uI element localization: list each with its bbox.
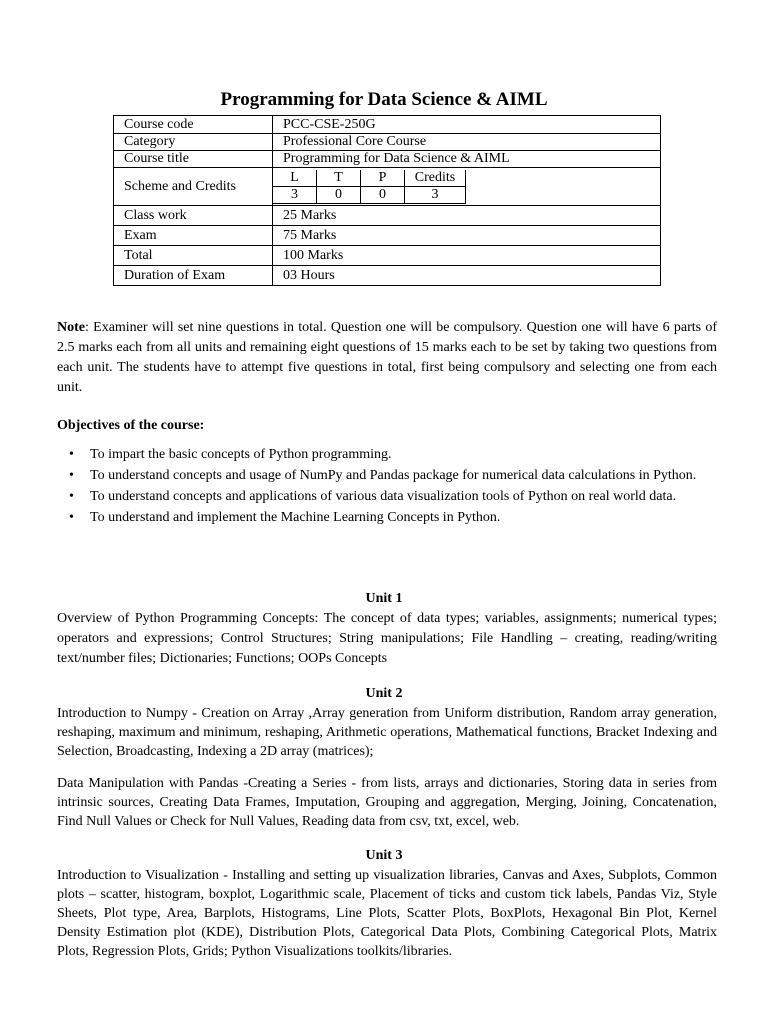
scheme-cell xyxy=(273,168,661,206)
objectives-title: Objectives of the course: xyxy=(57,418,205,433)
list-item xyxy=(57,487,717,507)
table-row xyxy=(114,168,661,206)
unit1-heading: Unit 1 xyxy=(365,591,403,606)
table-row xyxy=(114,151,661,168)
bullet-icon: • xyxy=(69,447,74,462)
bullet-icon: • xyxy=(69,468,74,483)
objectives-list xyxy=(57,445,717,529)
course-title-label: Course title xyxy=(114,151,273,168)
exam-label: Exam xyxy=(114,226,273,246)
duration-value: 03 Hours xyxy=(273,266,661,286)
course-code-label: Course code xyxy=(114,116,273,134)
list-item xyxy=(57,445,717,465)
unit1-text: Overview of Python Programming Concepts: The concept of data types; variables, assignments; numerical types; operators and expressions; Control Structures; String manipulations; File Handling – creating, reading/writing text/number files; Dictionaries; Functions; OOPs Concepts xyxy=(57,611,717,666)
table-row xyxy=(114,266,661,286)
scheme-label: Scheme and Credits xyxy=(114,168,273,206)
scheme-value-credits: 3 xyxy=(405,186,466,203)
scheme-value-l: 3 xyxy=(273,186,317,203)
exam-value: 75 Marks xyxy=(273,226,661,246)
scheme-header-l: L xyxy=(273,170,317,187)
classwork-label: Class work xyxy=(114,206,273,226)
scheme-header-row xyxy=(273,170,466,187)
table-row xyxy=(114,226,661,246)
scheme-value-p: 0 xyxy=(361,186,405,203)
classwork-value: 25 Marks xyxy=(273,206,661,226)
category-label: Category xyxy=(114,134,273,151)
unit2-heading: Unit 2 xyxy=(365,686,403,701)
page-title: Programming for Data Science & AIML xyxy=(220,89,548,110)
course-info-table xyxy=(113,115,661,286)
scheme-header-p: P xyxy=(361,170,405,187)
objective-text: To understand and implement the Machine Learning Concepts in Python. xyxy=(90,510,501,525)
unit3-text: Introduction to Visualization - Installing and setting up visualization libraries, Canvas and Axes, Subplots, Common plots – scatter, histogram, boxplot, Logarithmic scale, Placement of ticks and custom tick labels, Pandas Viz, Style Sheets, Plot type, Area, Barplots, Histograms, Line Plots, Scatter Plots, BoxPlots, Hexagonal Bin Plot, Kernel Density Estimation plot (KDE), Distribution Plots, Categorical Data Plots, Combining Categorical Plots, Matrix Plots, Regression Plots, Grids; Python Visualizations toolkits/libraries. xyxy=(57,868,717,959)
list-item xyxy=(57,508,717,528)
bullet-icon: • xyxy=(69,510,74,525)
course-title-value: Programming for Data Science & AIML xyxy=(273,151,661,168)
list-item xyxy=(57,466,717,486)
objective-text: To understand concepts and applications of various data visualization tools of Python on real world data. xyxy=(90,489,677,504)
scheme-header-t: T xyxy=(317,170,361,187)
duration-label: Duration of Exam xyxy=(114,266,273,286)
objective-text: To impart the basic concepts of Python programming. xyxy=(90,447,392,462)
course-code-value: PCC-CSE-250G xyxy=(273,116,661,134)
total-value: 100 Marks xyxy=(273,246,661,266)
bullet-icon: • xyxy=(69,489,74,504)
scheme-header-credits: Credits xyxy=(405,170,466,187)
scheme-value-row xyxy=(273,186,466,203)
table-row xyxy=(114,116,661,134)
note-paragraph xyxy=(57,318,717,398)
unit3-heading: Unit 3 xyxy=(365,848,403,863)
note-label: Note xyxy=(57,320,85,335)
scheme-table xyxy=(273,170,466,204)
table-row xyxy=(114,134,661,151)
total-label: Total xyxy=(114,246,273,266)
note-text: : Examiner will set nine questions in total. Question one will be compulsory. Question one will have 6 parts of 2.5 marks each from all units and remaining eight questions of 15 marks each to be set by taking two questions from each unit. The students have to attempt five questions in total, first being compulsory and selecting one from each unit. xyxy=(57,320,717,395)
unit2-text-numpy: Introduction to Numpy - Creation on Array ,Array generation from Uniform distribution, Random array generation, reshaping, maximum and minimum, reshaping, Arithmetic operations, Mathematical functions, Bracket Indexing and Selection, Broadcasting, Indexing a 2D array (matrices); xyxy=(57,706,717,759)
table-row xyxy=(114,246,661,266)
table-row xyxy=(114,206,661,226)
category-value: Professional Core Course xyxy=(273,134,661,151)
scheme-value-t: 0 xyxy=(317,186,361,203)
unit2-text-pandas: Data Manipulation with Pandas -Creating a Series - from lists, arrays and dictionaries, Storing data in series from intrinsic sources, Creating Data Frames, Imputation, Grouping and aggregation, Merging, Joining, Concatenation, Find Null Values or Check for Null Values, Reading data from csv, txt, excel, web. xyxy=(57,776,717,829)
objective-text: To understand concepts and usage of NumPy and Pandas package for numerical data calculations in Python. xyxy=(90,468,697,483)
